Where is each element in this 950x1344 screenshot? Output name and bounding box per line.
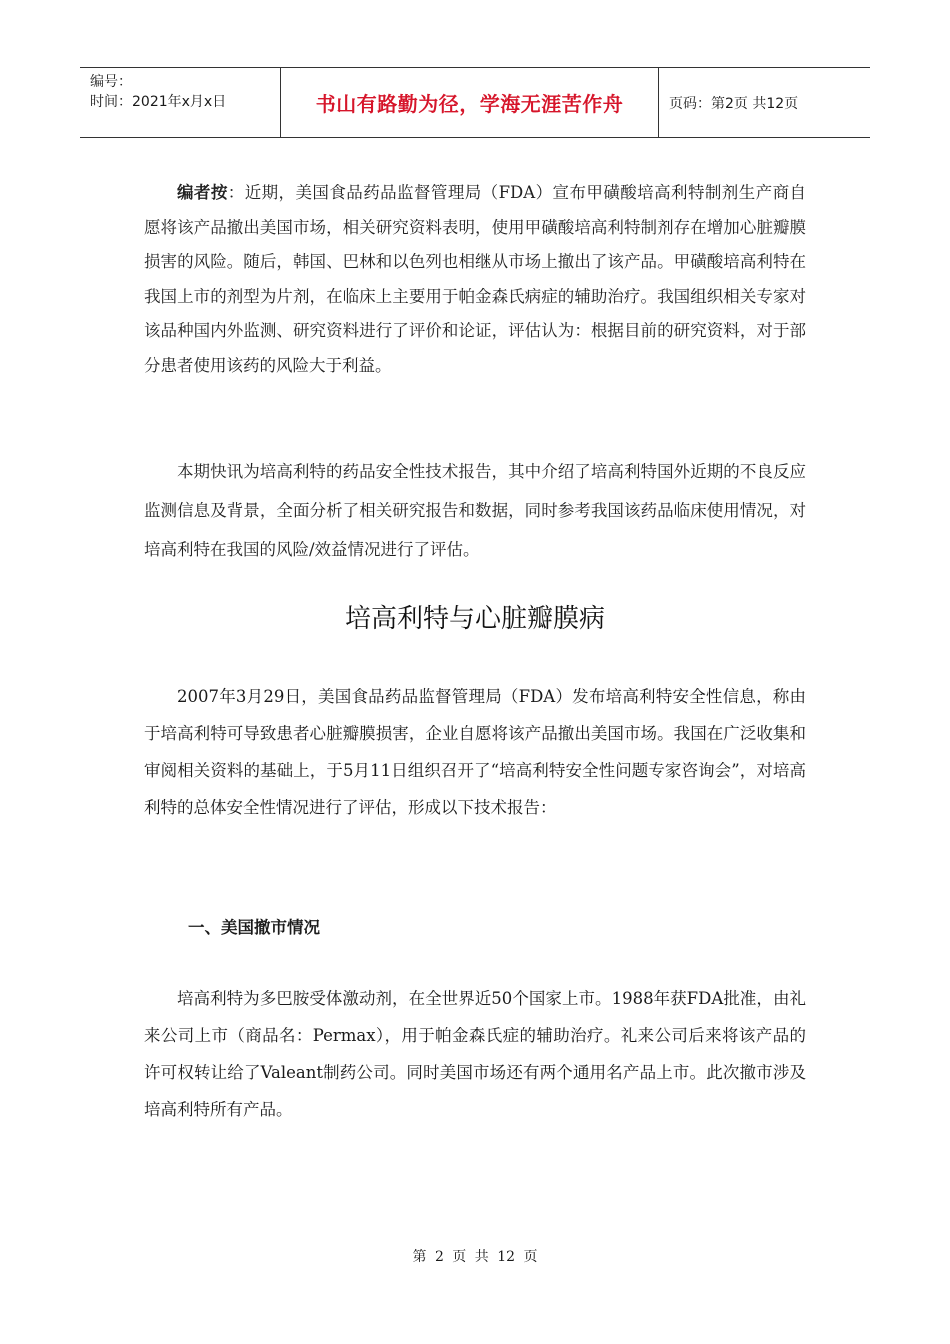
page-header [80, 67, 870, 138]
article-title: 培高利特与心脏瓣膜病 [344, 604, 605, 634]
body-paragraph-2: 培高利特为多巴胺受体激动剂，在全世界近50个国家上市。1988年获FDA批准，由礼来公司上市（商品名：Permax），用于帕金森氏症的辅助治疗。礼来公司后来将该产品的许可权转让给了Valeant制药公司。同时美国市场还有两个通用名产品上市。此次撤市涉及培高利特所有产品。 [144, 989, 806, 1119]
body-paragraph-1: 2007年3月29日，美国食品药品监督管理局（FDA）发布培高利特安全性信息，称由于培高利特可导致患者心脏瓣膜损害，企业自愿将该产品撤出美国市场。我国在广泛收集和审阅相关资料的基础上，于5月11日组织召开了“培高利特安全性问题专家咨询会”，对培高利特的总体安全性情况进行了评估，形成以下技术报告： [144, 687, 806, 817]
page-footer: 第 2 页 共 12 页 [412, 1249, 538, 1265]
editor-note [144, 176, 806, 383]
section-heading-1: 一、美国撤市情况 [188, 918, 320, 937]
header-meta [80, 68, 281, 137]
document-date-label: 时间：2021年x月x日 [90, 94, 227, 110]
document-number-label: 编号： [90, 74, 132, 90]
header-page-number: 页码：第2页 共12页 [669, 95, 799, 112]
header-motto: 书山有路勤为径，学海无涯苦作舟 [281, 68, 659, 137]
summary-paragraph: 本期快讯为培高利特的药品安全性技术报告，其中介绍了培高利特国外近期的不良反应监测信息及背景，全面分析了相关研究报告和数据，同时参考我国该药品临床使用情况，对培高利特在我国的风险/效益情况进行了评估。 [144, 462, 806, 559]
editor-note-label: 编者按 [177, 183, 228, 202]
editor-note-text: ：近期，美国食品药品监督管理局（FDA）宣布甲磺酸培高利特制剂生产商自愿将该产品撤出美国市场，相关研究资料表明，使用甲磺酸培高利特制剂存在增加心脏瓣膜损害的风险。随后，韩国、巴林和以色列也相继从市场上撤出了该产品。甲磺酸培高利特在我国上市的剂型为片剂，在临床上主要用于帕金森氏病症的辅助治疗。我国组织相关专家对该品种国内外监测、研究资料进行了评价和论证，评估认为：根据目前的研究资料，对于部分患者使用该药的风险大于利益。 [144, 183, 807, 375]
